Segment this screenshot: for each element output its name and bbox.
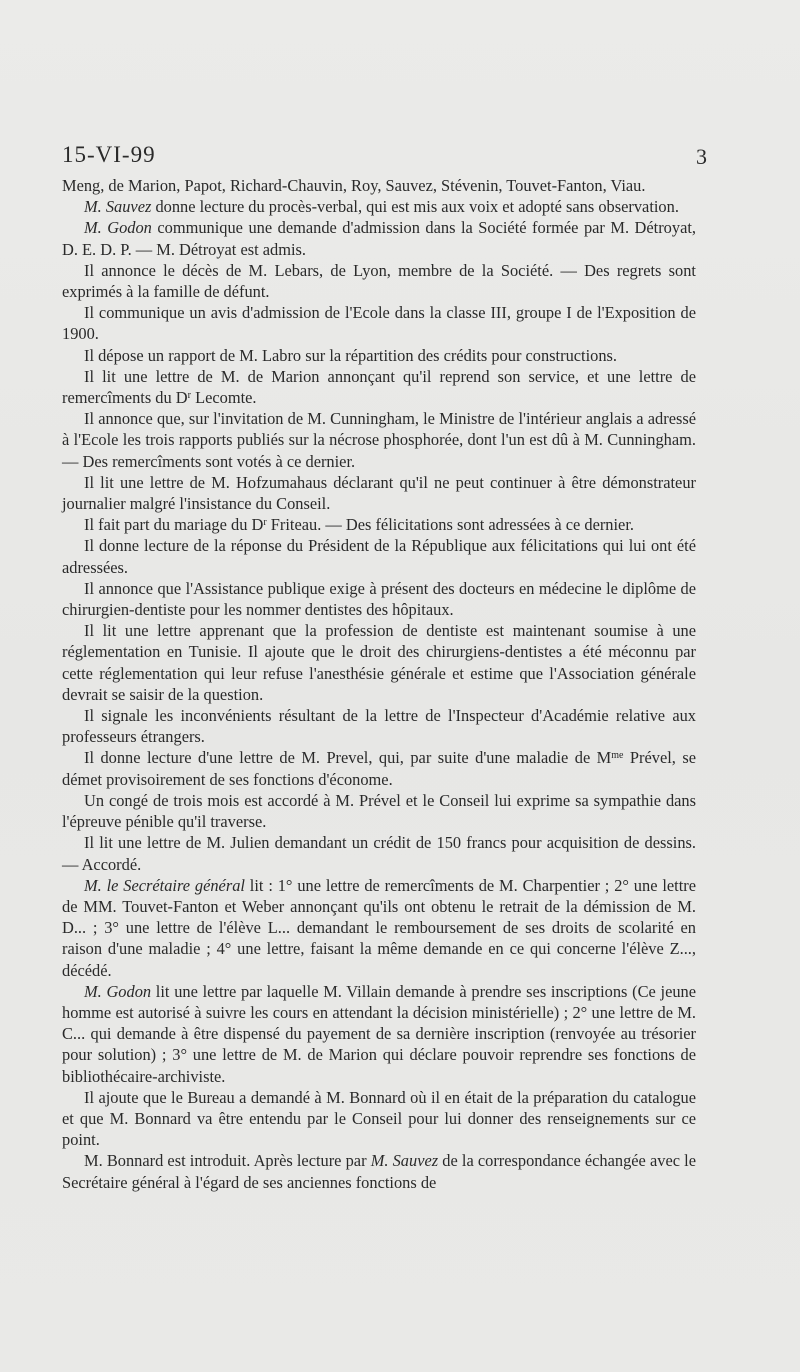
paragraph [62, 514, 696, 535]
paragraph [62, 832, 696, 874]
text-run: lit : 1° une lettre de remercîments de M. Charpentier ; 2° une lettre de MM. Touvet-Fanton et Weber annonçant qu'ils ont obtenu le retrait de la démission de M. D... ; 3° une lettre de l'élève L... demandant le remboursement de ses droits de scolarité en raison d'une maladie ; 4° une lettre, faisant la même demande en ce qui concerne l'élève Z..., décédé. [62, 875, 696, 980]
superscript: r [263, 517, 267, 529]
paragraph [62, 1087, 696, 1151]
paragraph [62, 790, 696, 832]
text-run: Meng, de Marion, Papot, Richard-Chauvin, Roy, Sauvez, Stévenin, Touvet-Fanton, Viau. [62, 176, 646, 195]
italic-text: M. le Secrétaire général [84, 875, 245, 895]
paragraph [62, 175, 696, 196]
text-run: Il signale les inconvénients résultant de la lettre de l'Inspecteur d'Académie relative aux professeurs étrangers. [62, 706, 696, 747]
italic-text: M. Godon [84, 218, 152, 238]
text-run: lit une lettre par laquelle M. Villain demande à prendre ses inscriptions (Ce jeune homme est autorisé à suivre les cours en attendant la décision ministérielle) ; 2° une lettre de M. C... qui demande à être dispensé du payement de sa dernière inscription (renvoyée au trésorier pour solution) ; 3° une lettre de M. de Marion qui déclare pouvoir reprendre ses fonctions de bibliothécaire-archiviste. [62, 981, 697, 1086]
italic-text: M. Sauvez [370, 1151, 439, 1171]
text-run: M. Bonnard est introduit. Après lecture par [84, 1151, 371, 1171]
header-date: 15-VI-99 [62, 142, 156, 167]
paragraph [62, 196, 696, 217]
page-header [62, 142, 708, 176]
text-run: communique une demande d'admission dans la Société formée par M. Détroyat, D. E. D. P. — M. Détroyat est admis. [62, 218, 696, 259]
text-run: Il annonce que, sur l'invitation de M. Cunningham, le Ministre de l'intérieur anglais a adressé à l'Ecole les trois rapports publiés sur la nécrose phosphorée, dont l'un est dû à M. Cunningham. — Des remercîments sont votés à ce dernier. [62, 409, 696, 471]
paragraph [62, 981, 696, 1087]
text-run: Il fait part du mariage du D [84, 515, 264, 535]
text-run: Il dépose un rapport de M. Labro sur la répartition des crédits pour constructions. [84, 345, 618, 365]
text-run: Il donne lecture de la réponse du Président de la République aux félicitations qui lui ont été adressées. [62, 536, 696, 577]
page-number: 3 [696, 144, 708, 169]
superscript: r [187, 390, 191, 402]
text-run: de la correspondance échangée avec le Secrétaire général à l'égard de ses anciennes fonctions de [62, 1151, 696, 1192]
superscript: me [611, 750, 624, 762]
paragraph [62, 260, 696, 302]
paragraph [62, 217, 696, 259]
text-run: Il ajoute que le Bureau a demandé à M. Bonnard où il en était de la préparation du catalogue et que M. Bonnard va être entendu par le Conseil pour lui donner des renseignements sur ce point. [62, 1087, 696, 1150]
paragraph [62, 747, 696, 789]
paragraph [62, 875, 696, 981]
body-text [62, 175, 696, 1193]
text-run: Il annonce le décès de M. Lebars, de Lyon, membre de la Société. — Des regrets sont exprimés à la famille de défunt. [62, 260, 696, 302]
paragraph [62, 408, 696, 472]
text-run: Un congé de trois mois est accordé à M. Prével et le Conseil lui exprime sa sympathie dans l'épreuve pénible qu'il traverse. [62, 790, 696, 832]
paragraph [62, 535, 696, 577]
text-run: Prével, se démet provisoirement de ses fonctions d'économe. [62, 748, 696, 789]
text-run: Il communique un avis d'admission de l'Ecole dans la classe III, groupe I de l'Exposition de 1900. [62, 303, 696, 344]
text-run: Lecomte. [190, 388, 257, 408]
paragraph [62, 1150, 696, 1192]
paragraph [62, 366, 696, 408]
text-run: donne lecture du procès-verbal, qui est mis aux voix et adopté sans observation. [151, 197, 679, 217]
paragraph [62, 705, 696, 747]
italic-text: M. Sauvez [84, 197, 152, 217]
text-run: Il lit une lettre de M. Hofzumahaus déclarant qu'il ne peut continuer à être démonstrateur journalier malgré l'insistance du Conseil. [62, 472, 696, 514]
italic-text: M. Godon [84, 981, 152, 1001]
paragraph [62, 345, 696, 366]
text-run: Il lit une lettre apprenant que la profession de dentiste est maintenant soumise à une réglementation en Tunisie. Il ajoute que le droit des chirurgiens-dentistes a été méconnu par cette réglementation qui leur refuse l'anesthésie générale et estime que l'Association générale devrait se saisir de la question. [62, 621, 696, 704]
paragraph [62, 302, 696, 344]
text-run: Il lit une lettre de M. de Marion annonçant qu'il reprend son service, et une lettre de remercîments du D [62, 366, 696, 408]
text-run: Il annonce que l'Assistance publique exige à présent des docteurs en médecine le diplôme de chirurgien-dentiste pour les nommer dentistes des hôpitaux. [62, 578, 696, 620]
text-run: Il donne lecture d'une lettre de M. Prevel, qui, par suite d'une maladie de M [84, 748, 612, 768]
paragraph [62, 620, 696, 705]
paragraph [62, 578, 696, 620]
text-run: Friteau. — Des félicitations sont adressées à ce dernier. [266, 515, 634, 535]
text-run: Il lit une lettre de M. Julien demandant un crédit de 150 francs pour acquisition de dessins. — Accordé. [62, 833, 696, 874]
paragraph [62, 472, 696, 514]
